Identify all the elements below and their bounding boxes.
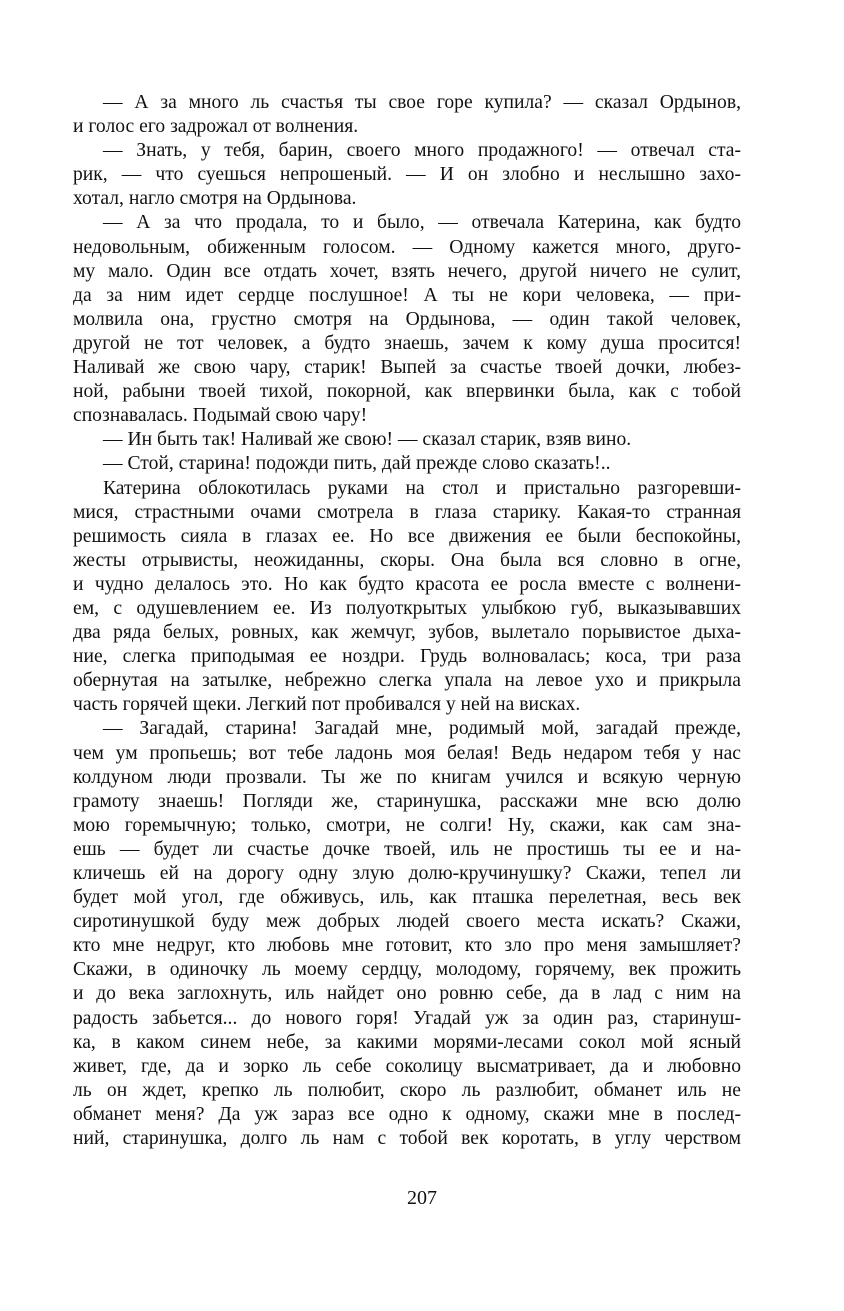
- page-number: 207: [407, 1187, 437, 1209]
- text-line: — Загадай, старина! Загадай мне, родимый мой, загадай прежде,: [103, 718, 741, 740]
- text-line: ние, слегка приподымая ее ноздри. Грудь волновалась; коса, три раза: [73, 646, 741, 668]
- text-line: рик, — что суешься непрошеный. — И он злобно и неслышно захо-: [73, 164, 741, 186]
- text-line: и чудно делалось это. Но как будто красота ее росла вместе с волнени-: [73, 573, 741, 595]
- text-line: мися, страстными очами смотрела в глаза старику. Какая-то странная: [73, 501, 741, 523]
- text-line: кличешь ей на дорогу одну злую долю-кручинушку? Скажи, тепел ли: [73, 863, 741, 884]
- text-line: — Знать, у тебя, барин, своего много продажного! — отвечал ста-: [103, 140, 741, 162]
- body-text: [73, 91, 741, 1151]
- text-line: живет, где, да и зорко ль себе соколицу высматривает, да и любовно: [73, 1055, 741, 1077]
- text-line: ка, в каком синем небе, за какими морями-лесами сокол мой ясный: [73, 1031, 741, 1053]
- text-line: — А за что продала, то и было, — отвечала Катерина, как будто: [103, 212, 741, 234]
- text-line: и до века заглохнуть, иль найдет оно ровню себе, да в лад с ним на: [73, 983, 741, 1005]
- text-line: — Ин быть так! Наливай же свою! — сказал старик, взяв вино.: [103, 429, 632, 451]
- text-line: молвила она, грустно смотря на Ордынова, — один такой человек,: [73, 308, 741, 330]
- text-line: сиротинушкой буду меж добрых людей своего места искать? Скажи,: [73, 911, 741, 933]
- text-line: — Стой, старина! подожди пить, дай прежде слово сказать!..: [103, 453, 611, 475]
- text-line: хотал, нагло смотря на Ордынова.: [73, 188, 357, 210]
- text-line: кто мне недруг, кто любовь мне готовит, кто зло про меня замышляет?: [73, 935, 741, 957]
- text-line: и голос его задрожал от волнения.: [73, 116, 359, 138]
- text-line: другой не тот человек, а будто знаешь, зачем к кому душа просится!: [73, 332, 741, 354]
- text-line: Скажи, в одиночку ль моему сердцу, молодому, горячему, век прожить: [73, 959, 741, 981]
- text-line: да за ним идет сердце послушное! А ты не кори человека, — при-: [73, 284, 741, 306]
- text-line: ешь — будет ли счастье дочке твоей, иль не простишь ты ее и на-: [73, 838, 741, 860]
- text-line: часть горячей щеки. Легкий пот пробивался у ней на висках.: [73, 694, 581, 716]
- text-line: обернутая на затылке, небрежно слегка упала на левое ухо и прикрыла: [73, 670, 741, 692]
- text-line: мою горемычную; только, смотри, не солги! Ну, скажи, как сам зна-: [73, 814, 741, 836]
- text-line: ний, старинушка, долго ль нам с тобой век коротать, в углу черством: [73, 1128, 741, 1150]
- text-line: радость забьется... до нового горя! Угадай уж за один раз, старинуш-: [73, 1007, 741, 1029]
- text-line: будет мой угол, где обживусь, иль, как пташка перелетная, весь век: [73, 887, 741, 909]
- text-line: — А за много ль счастья ты свое горе купила? — сказал Ордынов,: [103, 92, 741, 113]
- text-line: Катерина облокотилась руками на стол и пристально разгоревши-: [103, 477, 741, 499]
- text-line: ной, рабыни твоей тихой, покорной, как впервинки была, как с тобой: [73, 381, 741, 403]
- text-line: грамоту знаешь! Погляди же, старинушка, расскажи мне всю долю: [73, 790, 741, 812]
- text-line: недовольным, обиженным голосом. — Одному кажется много, друго-: [73, 236, 741, 258]
- text-line: жесты отрывисты, неожиданны, скоры. Она была вся словно в огне,: [73, 549, 741, 571]
- text-line: два ряда белых, ровных, как жемчуг, зубов, вылетало порывистое дыха-: [73, 622, 741, 644]
- text-line: ем, с одушевлением ее. Из полуоткрытых улыбкою губ, выказывавших: [73, 597, 741, 619]
- text-line: Наливай же свою чару, старик! Выпей за счастье твоей дочки, любез-: [73, 357, 741, 379]
- text-line: му мало. Один все отдать хочет, взять нечего, другой ничего не сулит,: [73, 260, 741, 282]
- text-line: обманет меня? Да уж зараз все одно к одному, скажи мне в послед-: [73, 1103, 741, 1125]
- text-line: ль он ждет, крепко ль полюбит, скоро ль разлюбит, обманет иль не: [73, 1079, 741, 1101]
- text-line: чем ум пропьешь; вот тебе ладонь моя белая! Ведь недаром тебя у нас: [73, 742, 741, 764]
- text-line: колдуном люди прозвали. Ты же по книгам учился и всякую черную: [73, 766, 741, 788]
- text-line: решимость сияла в глазах ее. Но все движения ее были беспокойны,: [73, 525, 741, 547]
- text-line: спознавалась. Подымай свою чару!: [73, 405, 368, 427]
